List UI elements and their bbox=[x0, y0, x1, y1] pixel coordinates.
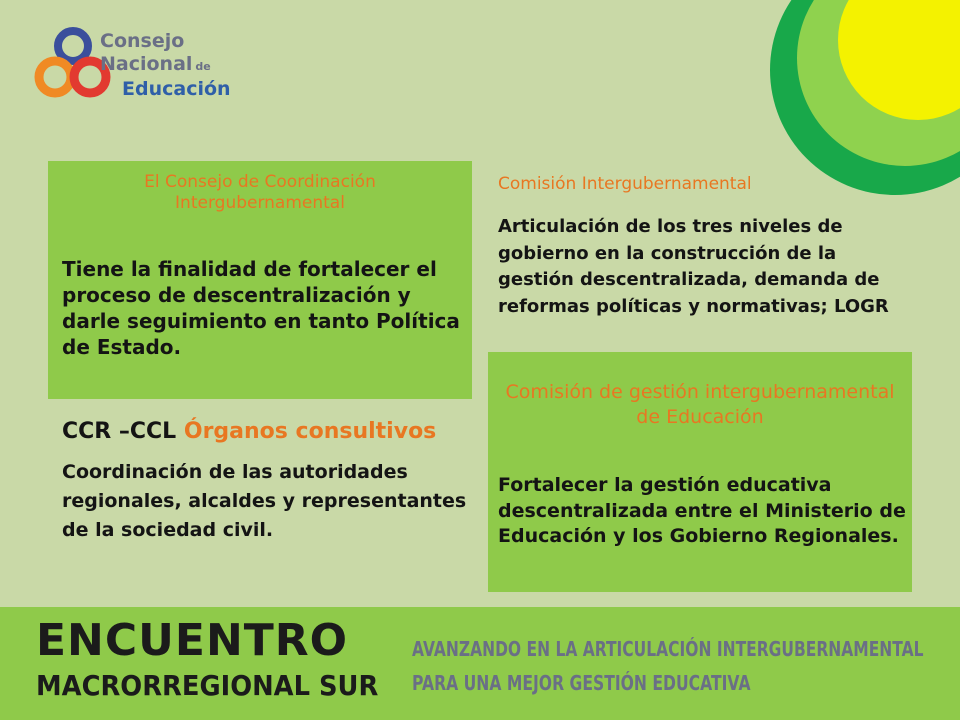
logo-line-educacion: Educación bbox=[122, 78, 231, 100]
coordinacion-title: El Consejo de Coordinación Intergubernamental bbox=[144, 172, 376, 213]
gestion-body: Fortalecer la gestión educativa descentralizada entre el Ministerio de Educación y los Gobierno Regionales. bbox=[498, 474, 906, 547]
coordinacion-body: Tiene la finalidad de fortalecer el proceso de descentralización y darle seguimiento en tanto Política de Estado. bbox=[62, 257, 460, 359]
ccr-body: Coordinación de las autoridades regionales, alcaldes y representantes de la sociedad civil. bbox=[62, 461, 467, 541]
logo-line-consejo: Consejo bbox=[100, 30, 185, 52]
ccr-acronyms: CCR –CCL bbox=[62, 419, 177, 444]
banner-macrorregional: MACRORREGIONAL SUR bbox=[36, 669, 379, 702]
comision-title: Comisión Intergubernamental bbox=[498, 174, 752, 194]
logo-de-word: de bbox=[195, 60, 211, 73]
gestion-title: Comisión de gestión intergubernamental de Educación bbox=[505, 381, 895, 428]
ccr-heading bbox=[62, 418, 482, 446]
comision-body: Articulación de los tres niveles de gobierno en la construcción de la gestión descentralizada, demanda de reformas políticas y normativas; LOGR bbox=[498, 216, 889, 317]
banner-subtitle-line1: AVANZANDO EN LA ARTICULACIÓN INTERGUBERNAMENTAL bbox=[412, 637, 924, 661]
consejo-nacional-logo bbox=[30, 22, 240, 112]
logo-line-nacional bbox=[100, 53, 231, 78]
ccr-organos: Órganos consultivos bbox=[183, 419, 437, 444]
banner-subtitle-line2: PARA UNA MEJOR GESTIÓN EDUCATIVA bbox=[412, 671, 751, 695]
logo-nacional-word: Nacional bbox=[100, 53, 193, 75]
banner-encuentro: ENCUENTRO bbox=[36, 615, 349, 666]
